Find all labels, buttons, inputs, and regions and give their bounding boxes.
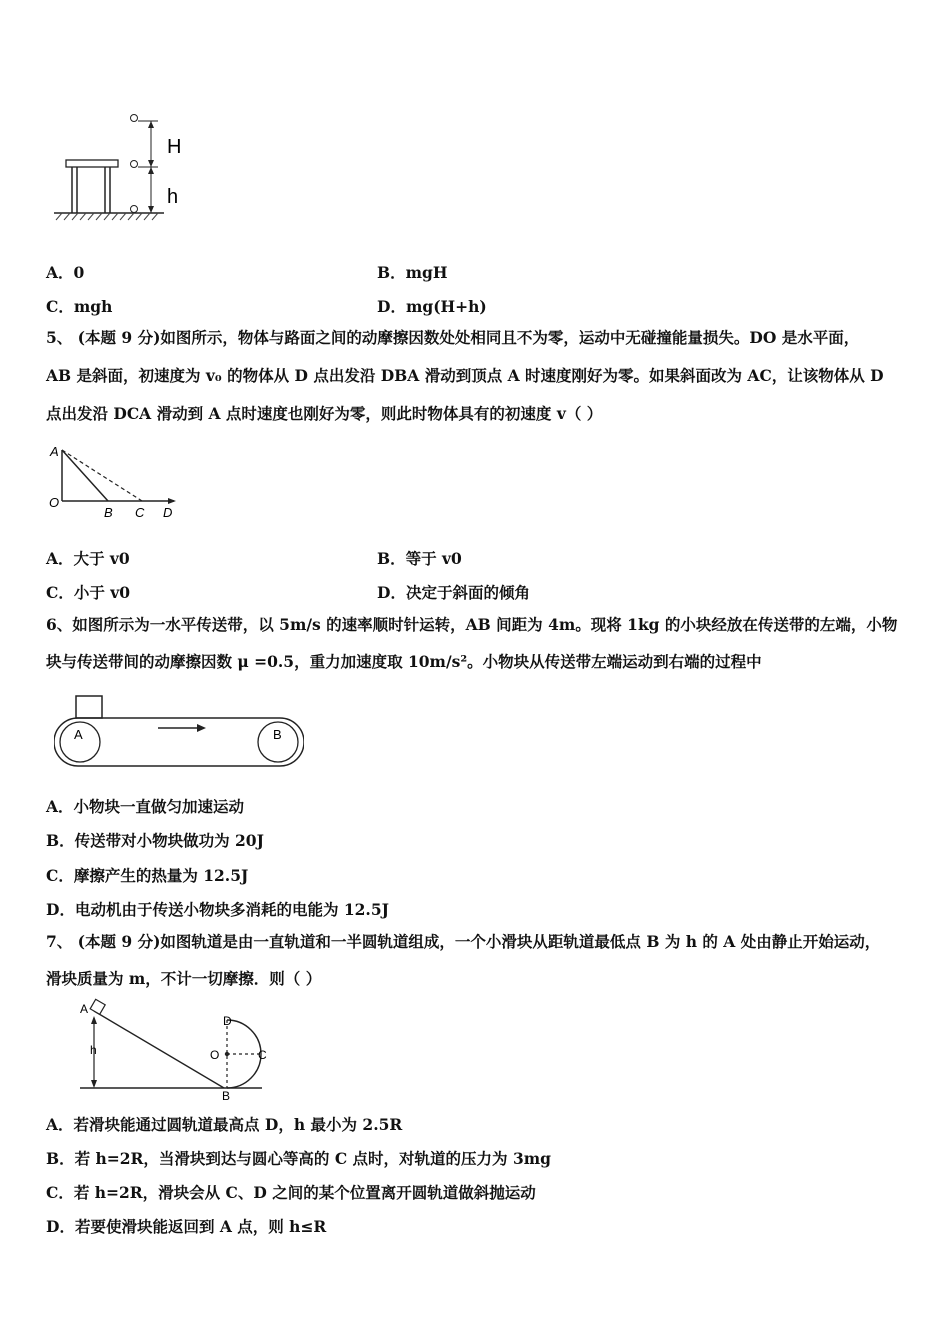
q7-label-h: h [90,1043,97,1057]
q7-option-d[interactable]: D．若要使滑块能返回到 A 点，则 h≤R [46,1217,327,1236]
q6-option-b[interactable]: B．传送带对小物块做功为 20J [46,831,264,850]
q7-option-c[interactable]: C．若 h=2R，滑块会从 C、D 之间的某个位置离开圆轨道做斜抛运动 [46,1183,536,1202]
q4-figure [48,108,198,226]
q7-label-O: O [210,1048,220,1062]
q7-option-b[interactable]: B．若 h=2R，当滑块到达与圆心等高的 C 点时，对轨道的压力为 3mg [46,1149,551,1168]
q7-label-D: D [223,1014,232,1028]
q6-label-B: B [273,727,282,742]
q6-conveyor-figure [54,692,304,770]
q5-stem-line-2: AB 是斜面，初速度为 v₀ 的物体从 D 点出发沿 DBA 滑动到顶点 A 时速度刚好为零。如果斜面改为 AC，让该物体从 D [46,366,884,385]
q5-stem-line-1: 5、 (本题 9 分)如图所示，物体与路面之间的动摩擦因数处处相同且不为零，运动中无碰撞能量损失。DO 是水平面， [46,328,860,347]
q4-option-c[interactable]: C．mgh [46,297,113,316]
q7-stem-line-2: 滑块质量为 m，不计一切摩擦．则（ ） [46,969,322,988]
q7-stem-line-1: 7、 (本题 9 分)如图轨道是由一直轨道和一半圆轨道组成，一个小滑块从距轨道最低点 B 为 h 的 A 处由静止开始运动， [46,932,881,951]
q7-label-C: C [258,1048,267,1062]
q5-label-B: B [104,505,113,520]
q5-label-A: A [50,444,59,459]
q4-option-a[interactable]: A．0 [46,263,85,282]
q5-label-C: C [135,505,145,520]
q4-option-d[interactable]: D．mg(H+h) [377,297,487,316]
q5-option-d[interactable]: D．决定于斜面的倾角 [377,583,530,602]
q5-stem-line-3: 点出发沿 DCA 滑动到 A 点时速度也刚好为零，则此时物体具有的初速度 v（ ） [46,404,603,423]
q7-label-A: A [80,1002,89,1016]
q5-label-O: O [49,495,60,510]
q6-option-d[interactable]: D．电动机由于传送小物块多消耗的电能为 12.5J [46,900,389,919]
q5-option-a[interactable]: A．大于 v0 [46,549,130,568]
q6-stem-line-2: 块与传送带间的动摩擦因数 μ =0.5，重力加速度取 10m/s²。小物块从传送带左端运动到右端的过程中 [46,652,762,671]
q5-option-b[interactable]: B．等于 v0 [377,549,462,568]
q5-option-c[interactable]: C．小于 v0 [46,583,131,602]
q4-label-h: h [167,186,179,208]
q5-figure [46,440,181,522]
q7-label-B: B [222,1089,231,1103]
q5-label-D: D [163,505,173,520]
q6-option-a[interactable]: A．小物块一直做匀加速运动 [46,797,245,816]
q7-option-a[interactable]: A．若滑块能通过圆轨道最高点 D，h 最小为 2.5R [46,1115,403,1134]
q6-option-c[interactable]: C．摩擦产生的热量为 12.5J [46,866,249,885]
q7-track-figure [72,998,272,1103]
q4-label-H: H [167,136,182,158]
q6-stem-line-1: 6、如图所示为一水平传送带，以 5m/s 的速率顺时针运转，AB 间距为 4m。现将 1kg 的小块经放在传送带的左端，小物 [46,615,898,634]
q4-option-b[interactable]: B．mgH [377,263,448,282]
q6-label-A: A [74,727,83,742]
